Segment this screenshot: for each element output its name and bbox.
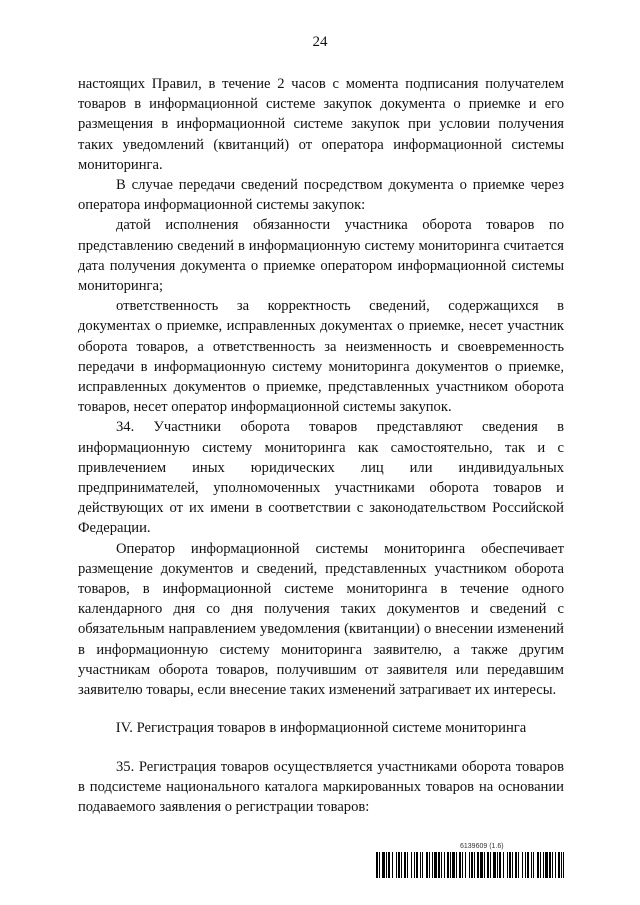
barcode-number: 6139609 (1.6) xyxy=(460,843,504,850)
paragraph-item-34: 34. Участники оборота товаров представляют сведения в информационную систему мониторинга как самостоятельно, так и с привлечением иных юридических лиц или индивидуальных предпринимателей, уполномоченных участниками оборота товаров и действующих от их имени в соответствии с законодательством Российской Федерации. xyxy=(78,419,564,537)
document-body xyxy=(78,74,564,817)
paragraph-fulfillment-date: датой исполнения обязанности участника оборота товаров по представлению сведений в информационную систему мониторинга считается дата получения документа о приемке оператором информационной системы мониторинга; xyxy=(78,217,564,295)
section-heading: IV. Регистрация товаров в информационной системе мониторинга xyxy=(115,720,527,737)
paragraph-transfer-case: В случае передачи сведений посредством документа о приемке через оператора информационной системы закупок: xyxy=(78,177,564,214)
paragraph-operator-duties: Оператор информационной системы мониторинга обеспечивает размещение документов и сведений, представленных участником оборота товаров, в информационной системе мониторинга в течение одного календарного дня со дня получения таких документов и сведений с обязательным направлением уведомления (квитанции) о внесении изменений в информационную систему мониторинга заявителю, а также другим участникам оборота товаров, получившим от заявителя или передавшим заявителю товары, если внесение таких изменений затрагивает их интересы. xyxy=(78,540,564,699)
paragraph-responsibility: ответственность за корректность сведений, содержащихся в документах о приемке, исправленных документах о приемке, несет участник оборота товаров, а ответственность за неизменность и своевременность передачи в информационную систему мониторинга документов о приемке, исправленных документов о приемке, представленных участником оборота товаров, несет оператор информационной системы закупок. xyxy=(78,298,564,416)
page-number: 24 xyxy=(312,34,328,50)
paragraph-continuation: настоящих Правил, в течение 2 часов с момента подписания получателем товаров в информационной системе закупок документа о приемке и его размещения в информационной системе закупок при условии получения таких уведомлений (квитанций) от оператора информационной системы мониторинга. xyxy=(78,76,564,173)
barcode-icon xyxy=(376,852,564,878)
paragraph-item-35: 35. Регистрация товаров осуществляется участниками оборота товаров в подсистеме национального каталога маркированных товаров на основании подаваемого заявления о регистрации товаров: xyxy=(78,758,564,815)
